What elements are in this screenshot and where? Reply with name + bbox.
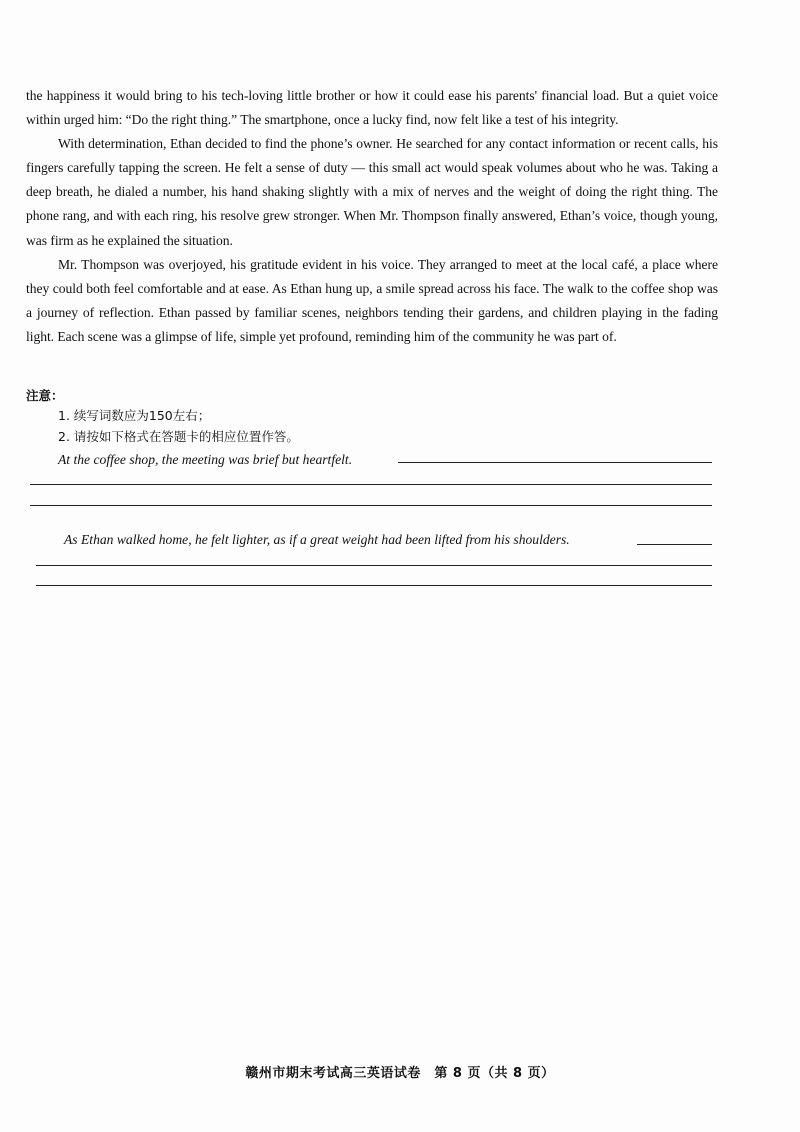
answer-blank-inline-2[interactable] (637, 544, 712, 545)
continuation-prompt-2: As Ethan walked home, he felt lighter, as if a great weight had been lifted from his shoulders. (64, 532, 570, 547)
answer-line[interactable] (36, 585, 712, 586)
answer-blank-inline-1[interactable] (398, 462, 712, 463)
answer-line[interactable] (30, 505, 712, 506)
page-footer: 赣州市期末考试高三英语试卷 第 8 页（共 8 页） (245, 1066, 555, 1081)
note-item-word-count: 1. 续写词数应为150左右； (58, 408, 211, 423)
answer-line[interactable] (36, 565, 712, 566)
answer-line[interactable] (30, 484, 712, 485)
reading-passage (26, 84, 718, 349)
passage-paragraph-2: With determination, Ethan decided to find the phone’s owner. He searched for any contact information or recent calls, his fingers carefully tapping the screen. He felt a sense of duty — this small act would speak volumes about who he was. Taking a deep breath, he dialed a number, his hand shaking slightly with a mix of nerves and the weight of doing the right thing. The phone rang, and with each ring, his resolve grew stronger. When Mr. Thompson finally answered, Ethan’s voice, though young, was firm as he explained the situation. (26, 136, 718, 248)
notes-title: 注意： (26, 388, 64, 403)
passage-paragraph-1: the happiness it would bring to his tech-loving little brother or how it could ease his parents' financial load. But a quiet voice within urged him: “Do the right thing.” The smartphone, once a lucky find, now felt like a test of his integrity. (26, 88, 718, 128)
continuation-prompt-1: At the coffee shop, the meeting was brief but heartfelt. (58, 452, 353, 467)
note-item-answer-format: 2. 请按如下格式在答题卡的相应位置作答。 (58, 429, 299, 444)
passage-paragraph-3: Mr. Thompson was overjoyed, his gratitude evident in his voice. They arranged to meet at the local café, a place where they could both feel comfortable and at ease. As Ethan hung up, a smile spread across his face. The walk to the coffee shop was a journey of reflection. Ethan passed by familiar scenes, neighbors tending their gardens, and children playing in the fading light. Each scene was a glimpse of life, simple yet profound, reminding him of the community he was part of. (26, 256, 718, 344)
